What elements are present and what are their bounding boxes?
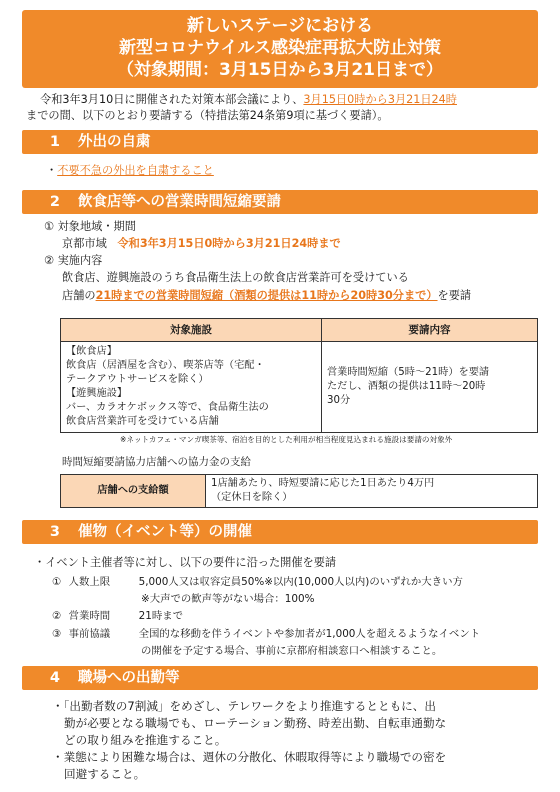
facility-line-5: バー、カラオケボックス等で、食品衛生法の xyxy=(66,402,269,413)
support-line-2: （定休日を除く） xyxy=(211,492,293,503)
section-2-content-line-2 xyxy=(62,288,471,304)
section-2-sub1 xyxy=(44,219,136,235)
section-4-bullet-1-line-1: ・「出勤者数の7割減」をめざし、テレワークをより推進するとともに、出 xyxy=(52,699,436,713)
section-4-bullet-1-line-2: 勤が必要となる職場でも、ローテーション勤務、時差出勤、自転車通勤な xyxy=(64,716,447,730)
section-4-bullet-1 xyxy=(52,698,446,749)
section-3-req-1 xyxy=(52,574,463,590)
section-2-period: 令和3年3月15日0時から3月21日24時まで xyxy=(117,237,341,250)
section-4-bullet-2-line-2: 回避すること。 xyxy=(64,767,146,781)
section-2-content-prefix: 店舗の xyxy=(62,289,96,302)
intro-text-b: までの間、以下のとおり要請する（特措法第24条第9項に基づく要請）。 xyxy=(26,109,389,122)
section-1-title: 外出の自粛 xyxy=(78,134,151,150)
section-3-req-2-text: 21時まで xyxy=(138,610,184,622)
support-table-row xyxy=(61,475,538,508)
section-1-header xyxy=(22,130,538,154)
section-2-sub2-title: 実施内容 xyxy=(57,254,103,267)
section-1-number: 1 xyxy=(49,134,60,150)
section-2-sub2 xyxy=(44,253,102,269)
support-value-cell xyxy=(206,475,538,508)
section-3-req-2 xyxy=(52,608,183,624)
section-4-bullet-1-line-3: どの取り組みを推進すること。 xyxy=(64,733,227,747)
section-2-content-suffix: を要請 xyxy=(437,289,472,302)
section-3-req-3-mark: ③ xyxy=(52,628,62,640)
request-line-1: 営業時間短縮（5時～21時）を要請 xyxy=(327,367,490,378)
section-2-content-highlight: 21時までの営業時間短縮（酒類の提供は11時から20時30分まで） xyxy=(95,289,438,302)
section-3-req-1-mark: ① xyxy=(52,576,62,588)
section-3-intro: ・イベント主催者等に対し、以下の要件に沿った開催を要請 xyxy=(34,556,337,569)
section-3-req-3 xyxy=(52,626,480,642)
section-3-header xyxy=(22,520,538,544)
request-line-3: 30分 xyxy=(327,395,351,406)
section-2-number: 2 xyxy=(49,194,60,210)
section-3-req-1-text: 5,000人又は収容定員50%※以内(10,000人以内)のいずれか大きい方 xyxy=(138,576,463,588)
section-1-bullet: ・ xyxy=(46,164,58,177)
intro-paragraph xyxy=(26,92,538,124)
section-3-req-3-label: 事前協議 xyxy=(68,628,111,640)
title-line-1: 新しいステージにおける xyxy=(186,16,374,36)
section-4-bullet-2-line-1: ・業態により困難な場合は、週休の分散化、休暇取得等により職場での密を xyxy=(52,750,447,764)
section-3-req-1-label: 人数上限 xyxy=(68,576,111,588)
section-4-number: 4 xyxy=(49,670,60,686)
request-table-col1-header: 対象施設 xyxy=(61,319,322,342)
title-line-3: （対象期間：3月15日から3月21日まで） xyxy=(117,60,443,80)
section-2-header xyxy=(22,190,538,214)
section-4-header xyxy=(22,666,538,690)
section-3-req-1-note: ※大声での歓声等がない場合：100% xyxy=(141,593,315,605)
section-2-sub1-title: 対象地域・期間 xyxy=(57,220,136,233)
support-table xyxy=(60,474,538,508)
facility-line-3: テークアウトサービスを除く） xyxy=(66,374,209,385)
request-table-col2-header: 要請内容 xyxy=(322,319,538,342)
intro-period-highlight: 3月15日0時から3月21日24時 xyxy=(303,93,457,106)
section-3-req-2-mark: ② xyxy=(52,610,62,622)
request-table-note: ※ネットカフェ・マンガ喫茶等、宿泊を目的とした利用が相当程度見込まれる施設は要請の対象外 xyxy=(120,435,453,444)
section-2-sub2-mark: ② xyxy=(44,254,55,267)
facility-line-1: 【飲食店】 xyxy=(66,346,117,357)
request-line-2: ただし、酒類の提供は11時～20時 xyxy=(327,381,486,392)
section-1-item xyxy=(46,163,214,179)
title-banner xyxy=(22,10,538,88)
section-2-title: 飲食店等への営業時間短縮要請 xyxy=(78,194,281,210)
section-4-bullet-2 xyxy=(52,749,446,783)
section-3-req-3-text-1: 全国的な移動を伴うイベントや参加者が1,000人を超えるようなイベント xyxy=(138,628,481,640)
section-1-item-text: 不要不急の外出を自粛すること xyxy=(57,164,214,177)
title-line-2: 新型コロナウイルス感染症再拡大防止対策 xyxy=(119,38,441,58)
support-label: 店舗への支給額 xyxy=(61,475,206,508)
section-3-title: 催物（イベント等）の開催 xyxy=(78,524,252,540)
section-3-req-3-text-2: の開催を予定する場合、事前に京都府相談窓口へ相談すること。 xyxy=(141,645,443,657)
request-table-row xyxy=(61,342,538,433)
section-3-number: 3 xyxy=(49,524,60,540)
support-line-1: 1店舗あたり、時短要請に応じた1日あたり4万円 xyxy=(211,478,435,489)
facility-line-2: 飲食店（居酒屋を含む）、喫茶店等（宅配・ xyxy=(66,360,265,371)
request-table xyxy=(60,318,538,433)
request-table-facility-cell xyxy=(61,342,322,433)
section-2-area-period xyxy=(62,236,341,252)
support-caption: 時間短縮要請協力店舗への協力金の支給 xyxy=(62,456,251,468)
request-table-request-cell xyxy=(322,342,538,433)
section-2-area: 京都市域 xyxy=(62,237,107,250)
section-3-req-2-label: 営業時間 xyxy=(68,610,111,622)
section-4-title: 職場への出勤等 xyxy=(78,670,180,686)
facility-line-4: 【遊興施設】 xyxy=(66,388,128,399)
section-2-content-line-1: 飲食店、遊興施設のうち食品衛生法上の飲食店営業許可を受けている xyxy=(62,271,409,284)
intro-text-a: 令和3年3月10日に開催された対策本部会議により、 xyxy=(40,93,304,106)
facility-line-6: 飲食店営業許可を受けている店舗 xyxy=(66,416,219,427)
section-2-sub1-mark: ① xyxy=(44,220,55,233)
request-table-header-row xyxy=(61,319,538,342)
